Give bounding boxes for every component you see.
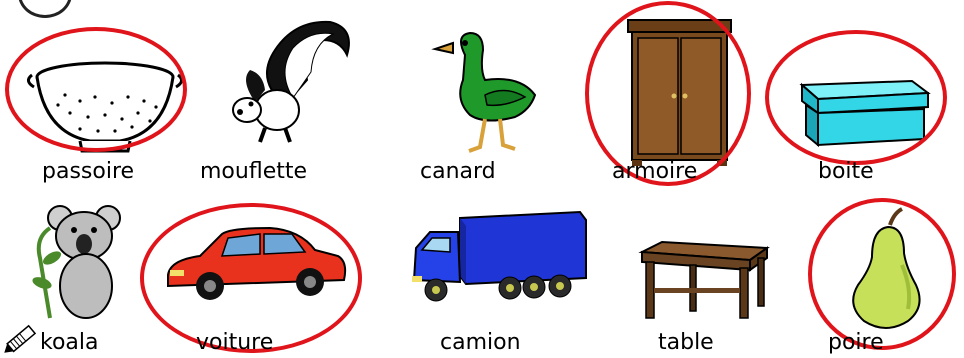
word-label: canard [420, 159, 496, 184]
word-label: koala [40, 330, 99, 355]
skunk-icon [215, 10, 360, 145]
word-label: armoire [612, 159, 698, 184]
word-label: passoire [42, 159, 135, 184]
answer-circle-poire [808, 198, 956, 350]
word-label: voiture [196, 330, 274, 355]
word-label: camion [440, 330, 521, 355]
koala-icon [20, 198, 135, 323]
pencil-icon [0, 322, 42, 358]
number-circle-decoration [18, 0, 72, 18]
duck-icon [425, 25, 545, 155]
word-label: poire [828, 330, 884, 355]
word-label: boite [818, 159, 874, 184]
truck-icon [410, 208, 588, 308]
word-label: table [658, 330, 714, 355]
table-icon [632, 240, 772, 320]
answer-circle-boite [765, 30, 947, 165]
word-label: mouflette [200, 159, 308, 184]
answer-circle-passoire [5, 27, 187, 152]
